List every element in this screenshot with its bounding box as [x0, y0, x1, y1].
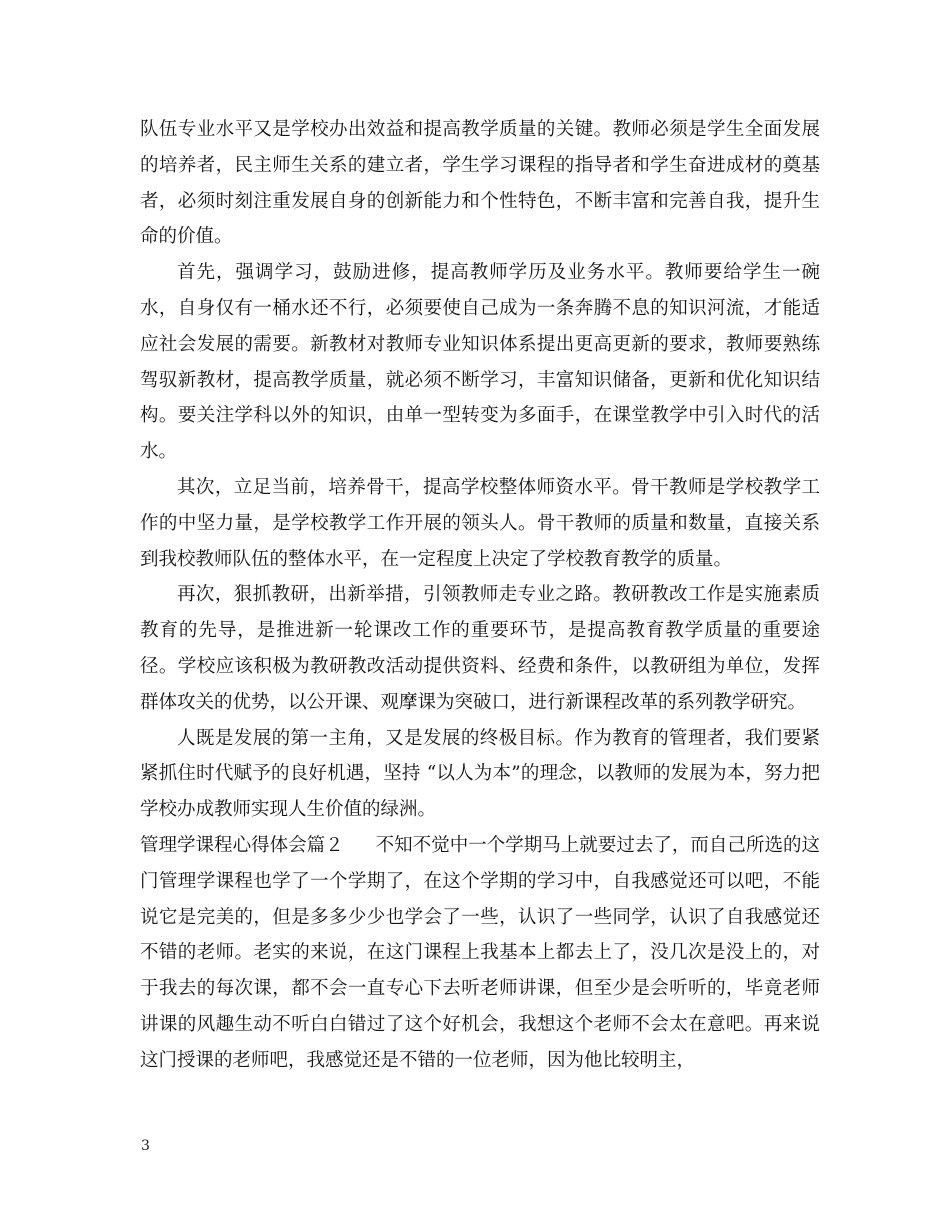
page-number: 3 — [141, 1138, 150, 1154]
section-heading: 管理学课程心得体会篇２ — [140, 834, 344, 856]
paragraph-1: 队伍专业水平又是学校办出效益和提高教学质量的关键。教师必须是学生全面发展的培养者，民主师生关系的建立者，学生学习课程的指导者和学生奋进成材的奠基者，必须时刻注重发展自身的创新能力和个性特色，不断丰富和完善自我，提升生命的价值。 — [140, 119, 820, 248]
paragraph-2: 首先，强调学习，鼓励进修，提高教师学历及业务水平。教师要给学生一碗水，自身仅有一桶水还不行，必须要使自己成为一条奔腾不息的知识河流，才能适应社会发展的需要。新教材对教师专业知识体系提出更高更新的要求，教师要熟练驾驭新教材，提高教学质量，就必须不断学习，丰富知识储备，更新和优化知识结构。要关注学科以外的知识，由单一型转变为多面手，在课堂教学中引入时代的活水。 — [140, 262, 820, 463]
section-text: 不知不觉中一个学期马上就要过去了，而自己所选的这门管理学课程也学了一个学期了，在这个学期的学习中，自我感觉还可以吧，不能说它是完美的，但是多多少少也学会了一些，认识了一些同学，认识了自我感觉还不错的老师。老实的来说，在这门课程上我基本上都去上了，没几次是没上的，对于我去的每次课，都不会一直专心下去听老师讲课，但至少是会听听的，毕竟老师讲课的风趣生动不听白白错过了这个好机会，我想这个老师不会太在意吧。再来说这门授课的老师吧，我感觉还是不错的一位老师，因为他比较明主， — [140, 834, 820, 1071]
paragraph-5: 人既是发展的第一主角，又是发展的终极目标。作为教育的管理者，我们要紧紧抓住时代赋予的良好机遇，坚持 “以人为本”的理念，以教师的发展为本，努力把学校办成教师实现人生价值的绿洲。 — [140, 727, 820, 821]
section-paragraph — [140, 828, 820, 1079]
document-body — [140, 112, 820, 1079]
paragraph-4: 再次，狠抓教研，出新举措，引领教师走专业之路。教研教改工作是实施素质教育的先导，是推进新一轮课改工作的重要环节，是提高教育教学质量的重要途径。学校应该积极为教研教改活动提供资料、经费和条件，以教研组为单位，发挥群体攻关的优势，以公开课、观摩课为突破口，进行新课程改革的系列教学研究。 — [140, 584, 820, 713]
paragraph-3: 其次，立足当前，培养骨干，提高学校整体师资水平。骨干教师是学校教学工作的中坚力量，是学校教学工作开展的领头人。骨干教师的质量和数量，直接关系到我校教师队伍的整体水平，在一定程度上决定了学校教育教学的质量。 — [140, 476, 820, 570]
